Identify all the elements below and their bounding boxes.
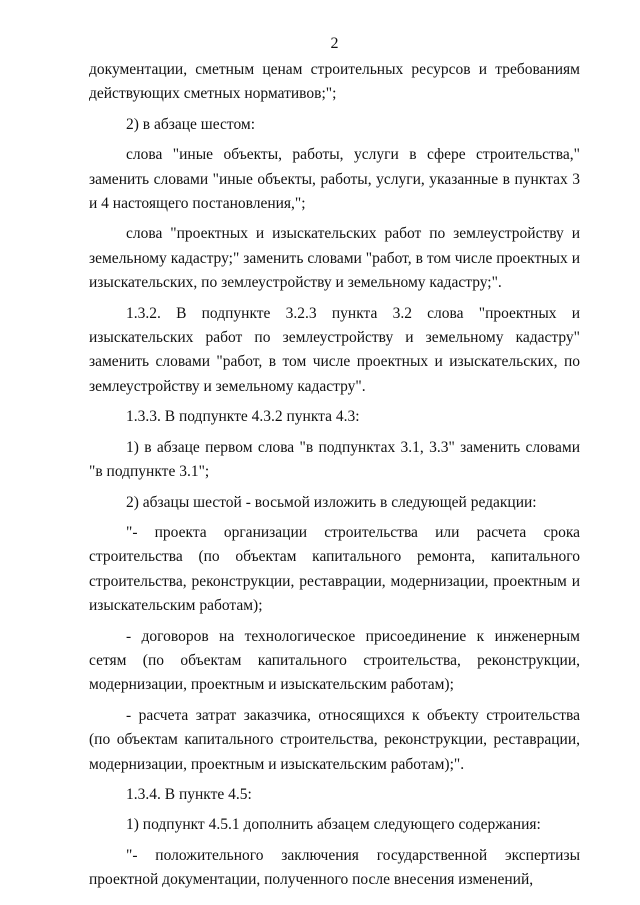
paragraph: 1.3.4. В пункте 4.5: (126, 785, 252, 803)
paragraph: 2) абзацы шестой - восьмой изложить в следующей редакции: (126, 493, 537, 511)
paragraph: "- проекта организации строительства или расчета срока строительства (по объектам капитального ремонта, капитального строительства, реконструкции, реставрации, модернизации, проектным и изыскательским работам); (89, 523, 580, 615)
paragraph: документации, сметным ценам строительных ресурсов и требованиям действующих сметных нормативов;"; (89, 61, 580, 103)
paragraph: - договоров на технологическое присоединение к инженерным сетям (по объектам капитального строительства, реконструкции, модернизации, проектным и изыскательским работам); (89, 627, 580, 694)
paragraph: слова "проектных и изыскательских работ по землеустройству и земельному кадастру;" заменить словами "работ, в том числе проектных и изыскательских, по землеустройству и земельному кадастру;". (89, 225, 580, 292)
paragraph: 1) подпункт 4.5.1 дополнить абзацем следующего содержания: (126, 816, 541, 834)
paragraph: слова "иные объекты, работы, услуги в сфере строительства," заменить словами "иные объекты, работы, услуги, указанные в пунктах 3 и 4 настоящего постановления,"; (89, 146, 580, 213)
paragraph: 1) в абзаце первом слова "в подпунктах 3.1, 3.3" заменить словами "в подпункте 3.1"; (89, 438, 580, 481)
paragraph: 2) в абзаце шестом: (126, 115, 256, 133)
paragraph: "- положительного заключения государственной экспертизы проектной документации, полученного после внесения изменений, (89, 846, 580, 889)
paragraph: 1.3.3. В подпункте 4.3.2 пункта 4.3: (126, 408, 360, 426)
paragraph: 1.3.2. В подпункте 3.2.3 пункта 3.2 слова "проектных и изыскательских работ по землеустройству и земельному кадастру" заменить словами "работ, в том числе проектных и изыскательских, по землеустройству и земельному кадастру". (89, 304, 580, 395)
paragraph: - расчета затрат заказчика, относящихся к объекту строительства (по объектам капитального строительства, реконструкции, реставрации, модернизации, проектным и изыскательским работам);". (89, 706, 580, 773)
page-number: 2 (330, 35, 339, 52)
document-body (89, 58, 580, 893)
